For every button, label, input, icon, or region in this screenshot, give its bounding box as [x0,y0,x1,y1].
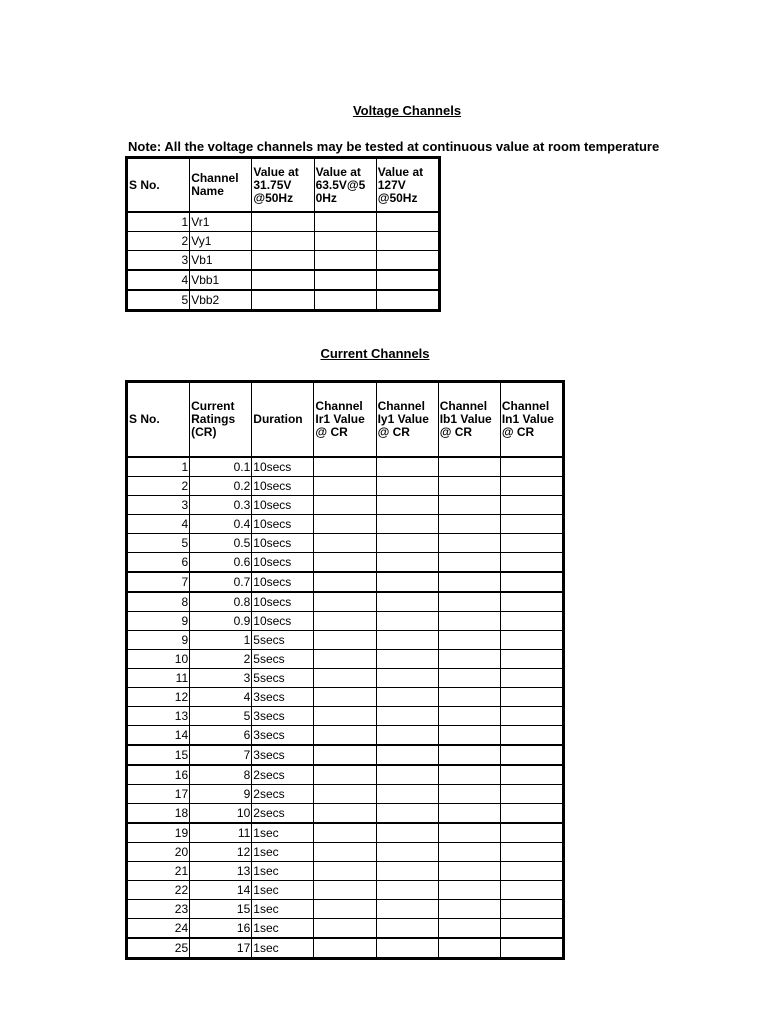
duration-cell: 1sec [252,843,314,862]
table-row [128,251,439,271]
value-cell [438,572,500,592]
value-cell [376,290,438,310]
table-row [128,804,563,824]
serial-number-cell: 15 [128,745,190,765]
table-row [128,496,563,515]
table-row [128,631,563,650]
table-row [128,785,563,804]
serial-number-cell: 12 [128,688,190,707]
duration-cell: 3secs [252,726,314,746]
value-cell [376,496,438,515]
serial-number-cell: 17 [128,785,190,804]
serial-number-cell: 13 [128,707,190,726]
current-rating-cell: 14 [190,881,252,900]
serial-number-cell: 25 [128,938,190,958]
duration-cell: 1sec [252,862,314,881]
value-cell [314,212,376,232]
duration-cell: 1sec [252,823,314,843]
value-cell [500,900,562,919]
table-row [128,726,563,746]
value-cell [376,477,438,496]
current-rating-cell: 0.1 [190,457,252,477]
table-row [128,745,563,765]
serial-number-cell: 11 [128,669,190,688]
current-rating-cell: 2 [190,650,252,669]
serial-number-cell: 9 [128,631,190,650]
value-cell [376,938,438,958]
value-cell [438,919,500,939]
value-cell [314,804,376,824]
value-cell [376,804,438,824]
table-row [128,515,563,534]
value-cell [438,477,500,496]
table-row [128,900,563,919]
current-header-cell: Channel In1 Value @ CR [500,383,562,458]
value-cell [314,938,376,958]
table-row [128,534,563,553]
value-cell [376,881,438,900]
voltage-header-cell: Value at 63.5V@5 0Hz [314,159,376,213]
value-cell [252,212,314,232]
table-row [128,919,563,939]
value-cell [314,650,376,669]
value-cell [438,534,500,553]
voltage-header-row [128,159,439,213]
value-cell [376,270,438,290]
value-cell [314,270,376,290]
value-cell [314,823,376,843]
value-cell [376,212,438,232]
voltage-channels-table [127,158,439,310]
value-cell [500,688,562,707]
table-row [128,707,563,726]
serial-number-cell: 2 [128,232,190,251]
value-cell [314,553,376,573]
value-cell [500,477,562,496]
current-rating-cell: 0.9 [190,612,252,631]
current-rating-cell: 0.4 [190,515,252,534]
value-cell [500,881,562,900]
value-cell [314,919,376,939]
serial-number-cell: 23 [128,900,190,919]
current-rating-cell: 12 [190,843,252,862]
serial-number-cell: 5 [128,290,190,310]
serial-number-cell: 24 [128,919,190,939]
table-row [128,843,563,862]
current-header-cell: Channel Iy1 Value @ CR [376,383,438,458]
value-cell [376,515,438,534]
value-cell [438,669,500,688]
serial-number-cell: 21 [128,862,190,881]
duration-cell: 5secs [252,631,314,650]
value-cell [500,515,562,534]
value-cell [376,553,438,573]
duration-cell: 1sec [252,900,314,919]
serial-number-cell: 2 [128,477,190,496]
value-cell [376,745,438,765]
value-cell [500,592,562,612]
current-rating-cell: 16 [190,919,252,939]
serial-number-cell: 8 [128,592,190,612]
serial-number-cell: 3 [128,251,190,271]
current-rating-cell: 0.2 [190,477,252,496]
table-row [128,765,563,785]
table-row [128,477,563,496]
table-row [128,232,439,251]
voltage-channels-title: Voltage Channels [352,103,462,118]
serial-number-cell: 5 [128,534,190,553]
table-row [128,881,563,900]
serial-number-cell: 6 [128,553,190,573]
current-rating-cell: 4 [190,688,252,707]
value-cell [500,534,562,553]
current-header-cell: Channel Ib1 Value @ CR [438,383,500,458]
duration-cell: 3secs [252,745,314,765]
serial-number-cell: 7 [128,572,190,592]
duration-cell: 3secs [252,688,314,707]
value-cell [438,612,500,631]
value-cell [438,631,500,650]
channel-name-cell: Vr1 [190,212,252,232]
value-cell [500,919,562,939]
voltage-header-cell: Channel Name [190,159,252,213]
duration-cell: 1sec [252,938,314,958]
current-header-cell: Duration [252,383,314,458]
value-cell [314,477,376,496]
value-cell [376,572,438,592]
serial-number-cell: 16 [128,765,190,785]
value-cell [438,650,500,669]
duration-cell: 1sec [252,919,314,939]
value-cell [376,726,438,746]
serial-number-cell: 3 [128,496,190,515]
current-rating-cell: 6 [190,726,252,746]
value-cell [252,270,314,290]
value-cell [376,707,438,726]
current-channels-title: Current Channels [320,346,430,361]
duration-cell: 10secs [252,553,314,573]
value-cell [500,823,562,843]
value-cell [376,919,438,939]
value-cell [314,592,376,612]
table-row [128,457,563,477]
value-cell [438,553,500,573]
duration-cell: 10secs [252,534,314,553]
serial-number-cell: 14 [128,726,190,746]
value-cell [500,938,562,958]
current-rating-cell: 15 [190,900,252,919]
duration-cell: 10secs [252,612,314,631]
value-cell [500,765,562,785]
value-cell [314,572,376,592]
value-cell [376,251,438,271]
value-cell [314,631,376,650]
table-row [128,212,439,232]
serial-number-cell: 18 [128,804,190,824]
current-rating-cell: 0.8 [190,592,252,612]
table-row [128,823,563,843]
value-cell [314,707,376,726]
value-cell [438,843,500,862]
current-rating-cell: 7 [190,745,252,765]
value-cell [500,669,562,688]
table-row [128,592,563,612]
value-cell [252,251,314,271]
value-cell [438,862,500,881]
value-cell [438,457,500,477]
value-cell [500,496,562,515]
value-cell [438,592,500,612]
value-cell [314,457,376,477]
channel-name-cell: Vbb2 [190,290,252,310]
table-row [128,270,439,290]
value-cell [500,457,562,477]
value-cell [376,900,438,919]
value-cell [500,572,562,592]
value-cell [252,232,314,251]
voltage-header-cell: Value at 31.75V @50Hz [252,159,314,213]
value-cell [438,823,500,843]
serial-number-cell: 9 [128,612,190,631]
value-cell [314,251,376,271]
current-rating-cell: 0.5 [190,534,252,553]
duration-cell: 10secs [252,477,314,496]
value-cell [314,726,376,746]
value-cell [376,688,438,707]
serial-number-cell: 4 [128,270,190,290]
value-cell [500,612,562,631]
table-row [128,938,563,958]
value-cell [500,862,562,881]
value-cell [438,785,500,804]
value-cell [376,592,438,612]
current-rating-cell: 8 [190,765,252,785]
value-cell [314,688,376,707]
value-cell [438,496,500,515]
value-cell [500,553,562,573]
current-rating-cell: 17 [190,938,252,958]
table-row [128,688,563,707]
serial-number-cell: 22 [128,881,190,900]
current-rating-cell: 3 [190,669,252,688]
channel-name-cell: Vy1 [190,232,252,251]
duration-cell: 10secs [252,515,314,534]
current-rating-cell: 13 [190,862,252,881]
value-cell [314,515,376,534]
duration-cell: 10secs [252,572,314,592]
voltage-header-cell: S No. [128,159,190,213]
duration-cell: 5secs [252,669,314,688]
current-rating-cell: 5 [190,707,252,726]
value-cell [500,843,562,862]
duration-cell: 2secs [252,765,314,785]
value-cell [438,515,500,534]
channel-name-cell: Vbb1 [190,270,252,290]
value-cell [314,669,376,688]
value-cell [314,745,376,765]
table-row [128,862,563,881]
value-cell [376,631,438,650]
duration-cell: 10secs [252,592,314,612]
value-cell [376,843,438,862]
current-rating-cell: 11 [190,823,252,843]
serial-number-cell: 1 [128,457,190,477]
serial-number-cell: 1 [128,212,190,232]
current-rating-cell: 9 [190,785,252,804]
value-cell [252,290,314,310]
current-header-cell: S No. [128,383,190,458]
value-cell [438,688,500,707]
duration-cell: 2secs [252,804,314,824]
value-cell [438,765,500,785]
value-cell [438,900,500,919]
value-cell [438,707,500,726]
value-cell [500,707,562,726]
table-row [128,650,563,669]
serial-number-cell: 4 [128,515,190,534]
value-cell [314,900,376,919]
table-row [128,612,563,631]
table-row [128,553,563,573]
value-cell [438,726,500,746]
duration-cell: 10secs [252,496,314,515]
value-cell [376,232,438,251]
voltage-note: Note: All the voltage channels may be tested at continuous value at room temperature [128,139,660,154]
value-cell [314,785,376,804]
value-cell [376,457,438,477]
value-cell [376,650,438,669]
current-rating-cell: 0.3 [190,496,252,515]
value-cell [376,785,438,804]
serial-number-cell: 20 [128,843,190,862]
value-cell [500,745,562,765]
value-cell [500,785,562,804]
value-cell [314,534,376,553]
value-cell [314,881,376,900]
current-channels-table [127,382,563,958]
value-cell [500,726,562,746]
duration-cell: 3secs [252,707,314,726]
table-row [128,572,563,592]
current-header-row [128,383,563,458]
value-cell [314,232,376,251]
value-cell [314,843,376,862]
value-cell [500,804,562,824]
current-header-cell: Channel Ir1 Value @ CR [314,383,376,458]
serial-number-cell: 10 [128,650,190,669]
value-cell [314,496,376,515]
channel-name-cell: Vb1 [190,251,252,271]
value-cell [500,631,562,650]
value-cell [376,669,438,688]
voltage-header-cell: Value at 127V @50Hz [376,159,438,213]
table-row [128,669,563,688]
serial-number-cell: 19 [128,823,190,843]
duration-cell: 5secs [252,650,314,669]
duration-cell: 10secs [252,457,314,477]
value-cell [376,765,438,785]
value-cell [376,823,438,843]
current-rating-cell: 10 [190,804,252,824]
value-cell [376,612,438,631]
value-cell [376,534,438,553]
value-cell [314,765,376,785]
duration-cell: 2secs [252,785,314,804]
current-rating-cell: 0.7 [190,572,252,592]
current-rating-cell: 1 [190,631,252,650]
current-rating-cell: 0.6 [190,553,252,573]
current-header-cell: Current Ratings (CR) [190,383,252,458]
value-cell [438,938,500,958]
duration-cell: 1sec [252,881,314,900]
value-cell [438,745,500,765]
value-cell [500,650,562,669]
table-row [128,290,439,310]
value-cell [376,862,438,881]
value-cell [438,804,500,824]
value-cell [438,881,500,900]
value-cell [314,612,376,631]
value-cell [314,862,376,881]
value-cell [314,290,376,310]
